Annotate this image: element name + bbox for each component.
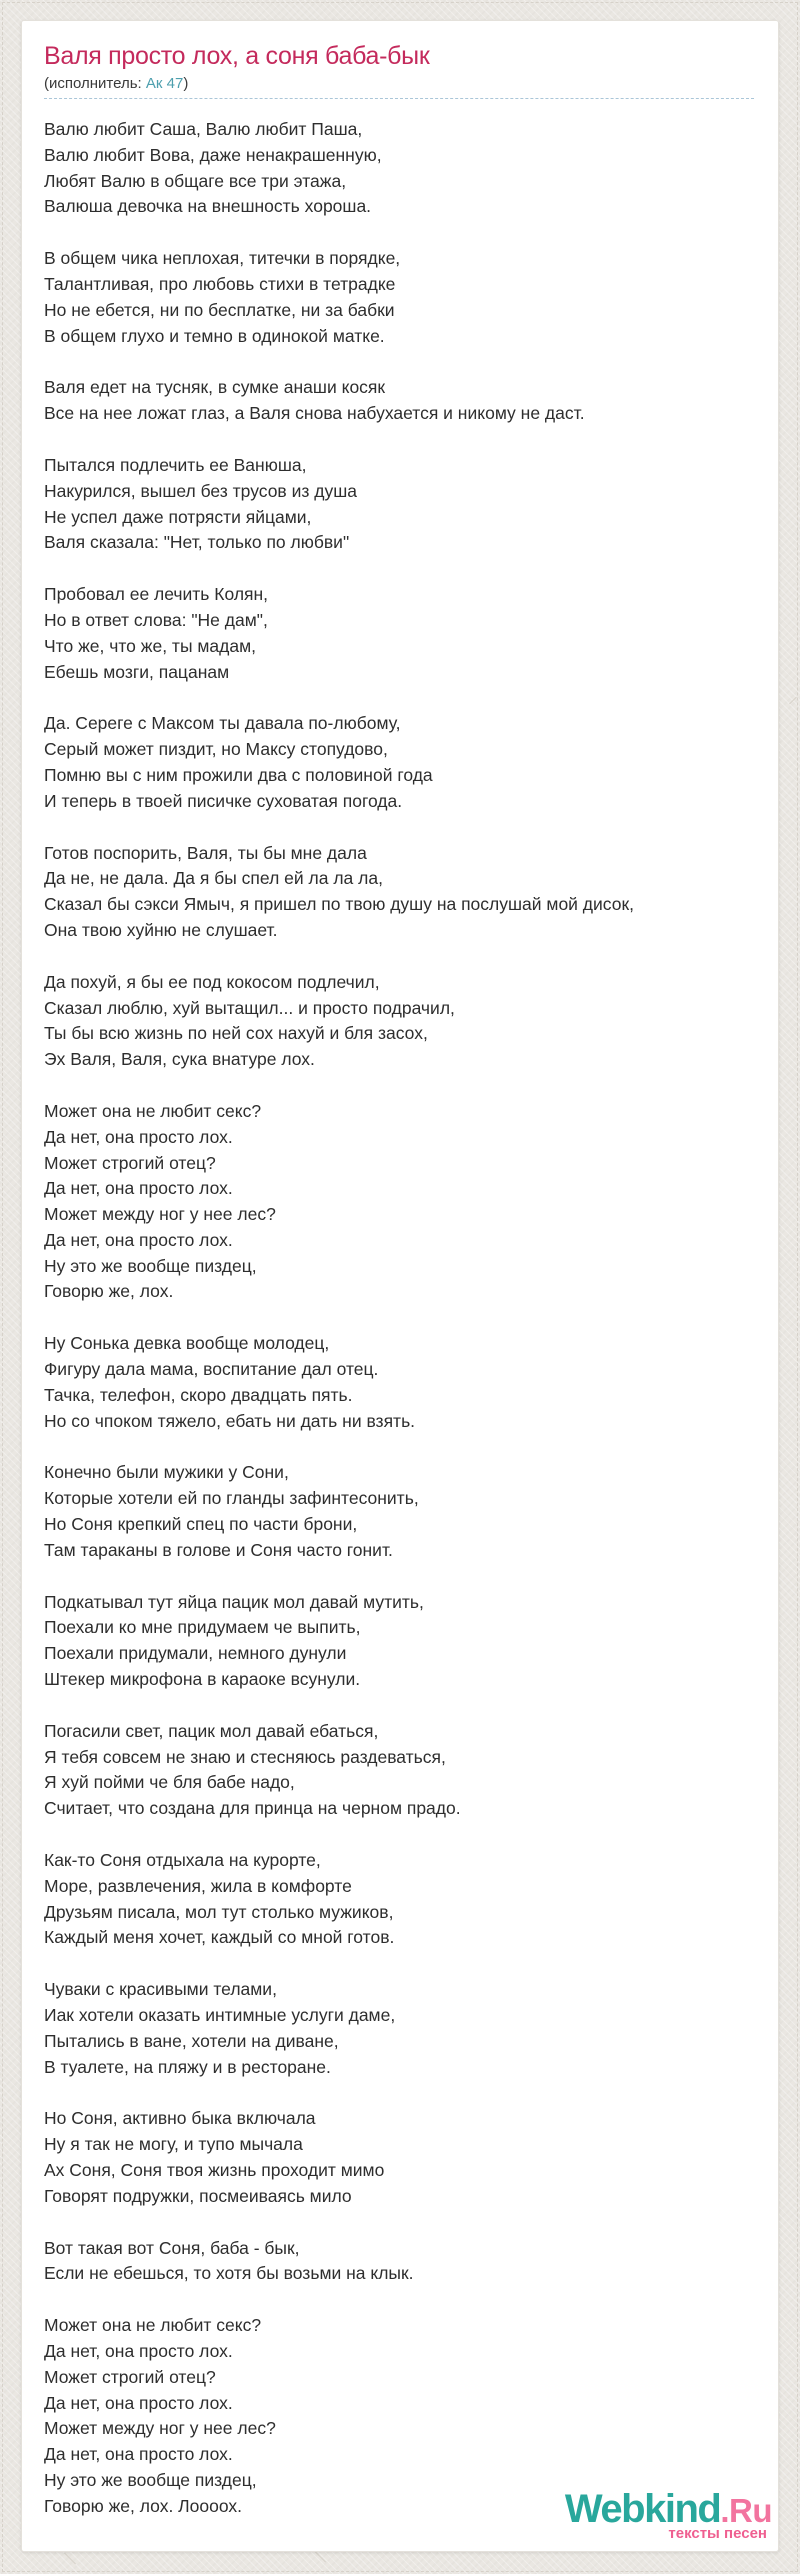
artist-line [44,75,754,93]
stanza: Подкатывал тут яйца пацик мол давай мутить, Поехали ко мне придумаем че выпить, Поехали придумали, немного дунули Штекер микрофона в караоке всунули. [44,1591,424,1690]
stanza: Валя едет на тусняк, в сумке анаши косяк Все на нее ложат глаз, а Валя снова набухается и никому не даст. [44,377,585,424]
webkind-logo-link[interactable] [565,2489,772,2541]
logo-tagline: тексты песен [668,2525,767,2542]
artist-suffix: ) [183,75,189,92]
artist-prefix: (исполнитель: [44,75,142,92]
stanza: Да похуй, я бы ее под кокосом подлечил, Сказал люблю, хуй вытащил... и просто подрачил, Ты бы всю жизнь по ней сох нахуй и бля засох, Эх Валя, Валя, сука внатуре лох. [44,971,455,1070]
stanza: Как-то Соня отдыхала на курорте, Море, развлечения, жила в комфорте Друзьям писала, мол тут столько мужиков, Каждый меня хочет, каждый со мной готов. [44,1850,395,1948]
logo-text-ru: .Ru [720,2492,772,2529]
stanza: В общем чика неплохая, титечки в порядке, Талантливая, про любовь стихи в тетрадке Но не ебется, ни по бесплатке, ни за бабки В общем глухо и темно в одинокой матке. [44,248,401,346]
stanza: Погасили свет, пацик мол давай ебаться, Я тебя совсем не знаю и стесняюсь раздеваться, Я хуй пойми че бля бабе надо, Считает, что создана для принца на черном прадо. [44,1720,461,1819]
lyrics [44,99,754,2520]
texture-scratch [314,2550,326,2562]
lyrics-card [21,20,779,2552]
stanza: Да. Сереге с Максом ты давала по-любому, Серый может пиздит, но Максу стопудово, Помню вы с ним прожили два с половиной года И теперь в твоей писичке суховатая погода. [44,713,433,811]
logo-text-main: Webkind [564,2487,721,2531]
artist-link[interactable]: Ак 47 [145,75,184,92]
stanza: Может она не любит секс? Да нет, она просто лох. Может строгий отец? Да нет, она просто лох. Может между ног у нее лес? Да нет, она просто лох. Ну это же вообще пиздец, Говорю же, лох. Лоооох. [44,2315,276,2516]
header [44,43,754,99]
texture-scratch [64,2552,76,2564]
texture-scratch [789,697,797,705]
stanza: Может она не любит секс? Да нет, она просто лох. Может строгий отец? Да нет, она просто лох. Может между ног у нее лес? Да нет, она просто лох. Ну это же вообще пиздец, Говорю же, лох. [44,1100,276,1302]
page-title: Валя просто лох, а соня баба-бык [44,42,430,70]
stanza: Но Соня, активно быка включала Ну я так не могу, и тупо мычала Ах Соня, Соня твоя жизнь проходит мимо Говорят подружки, посмеиваясь мило [44,2108,385,2206]
stanza: Чуваки с красивыми телами, Иак хотели оказать интимные услуги даме, Пытались в ване, хотели на диване, В туалете, на пляжу и в ресторане. [44,1979,396,2077]
stanza: Пробовал ее лечить Колян, Но в ответ слова: "Не дам", Что же, что же, ты мадам, Ебешь мозги, пацанам [44,584,269,682]
stanza: Ну Сонька девка вообще молодец, Фигуру дала мама, воспитание дал отец. Тачка, телефон, скоро двадцать пять. Но со чпоком тяжело, ебать ни дать ни взять. [44,1333,416,1431]
stanza: Готов поспорить, Валя, ты бы мне дала Да не, не дала. Да я бы спел ей ла ла ла, Сказал бы сэкси Ямыч, я пришел по твою душу на послушай мой дисок, Она твою хуйню не слушает. [44,842,634,940]
stanza: Вот такая вот Соня, баба - бык, Если не ебешься, то хотя бы возьми на клык. [44,2237,414,2284]
stanza: Конечно были мужики у Сони, Которые хотели ей по гланды зафинтесонить, Но Соня крепкий спец по части брони, Там тараканы в голове и Соня часто гонит. [44,1462,419,1560]
stanza: Валю любит Саша, Валю любит Паша, Валю любит Вова, даже ненакрашенную, Любят Валю в общаге все три этажа, Валюша девочка на внешность хороша. [44,119,382,217]
stanza: Пытался подлечить ее Ванюша, Накурился, вышел без трусов из душа Не успел даже потрясти яйцами, Валя сказала: "Нет, только по любви" [44,454,357,553]
